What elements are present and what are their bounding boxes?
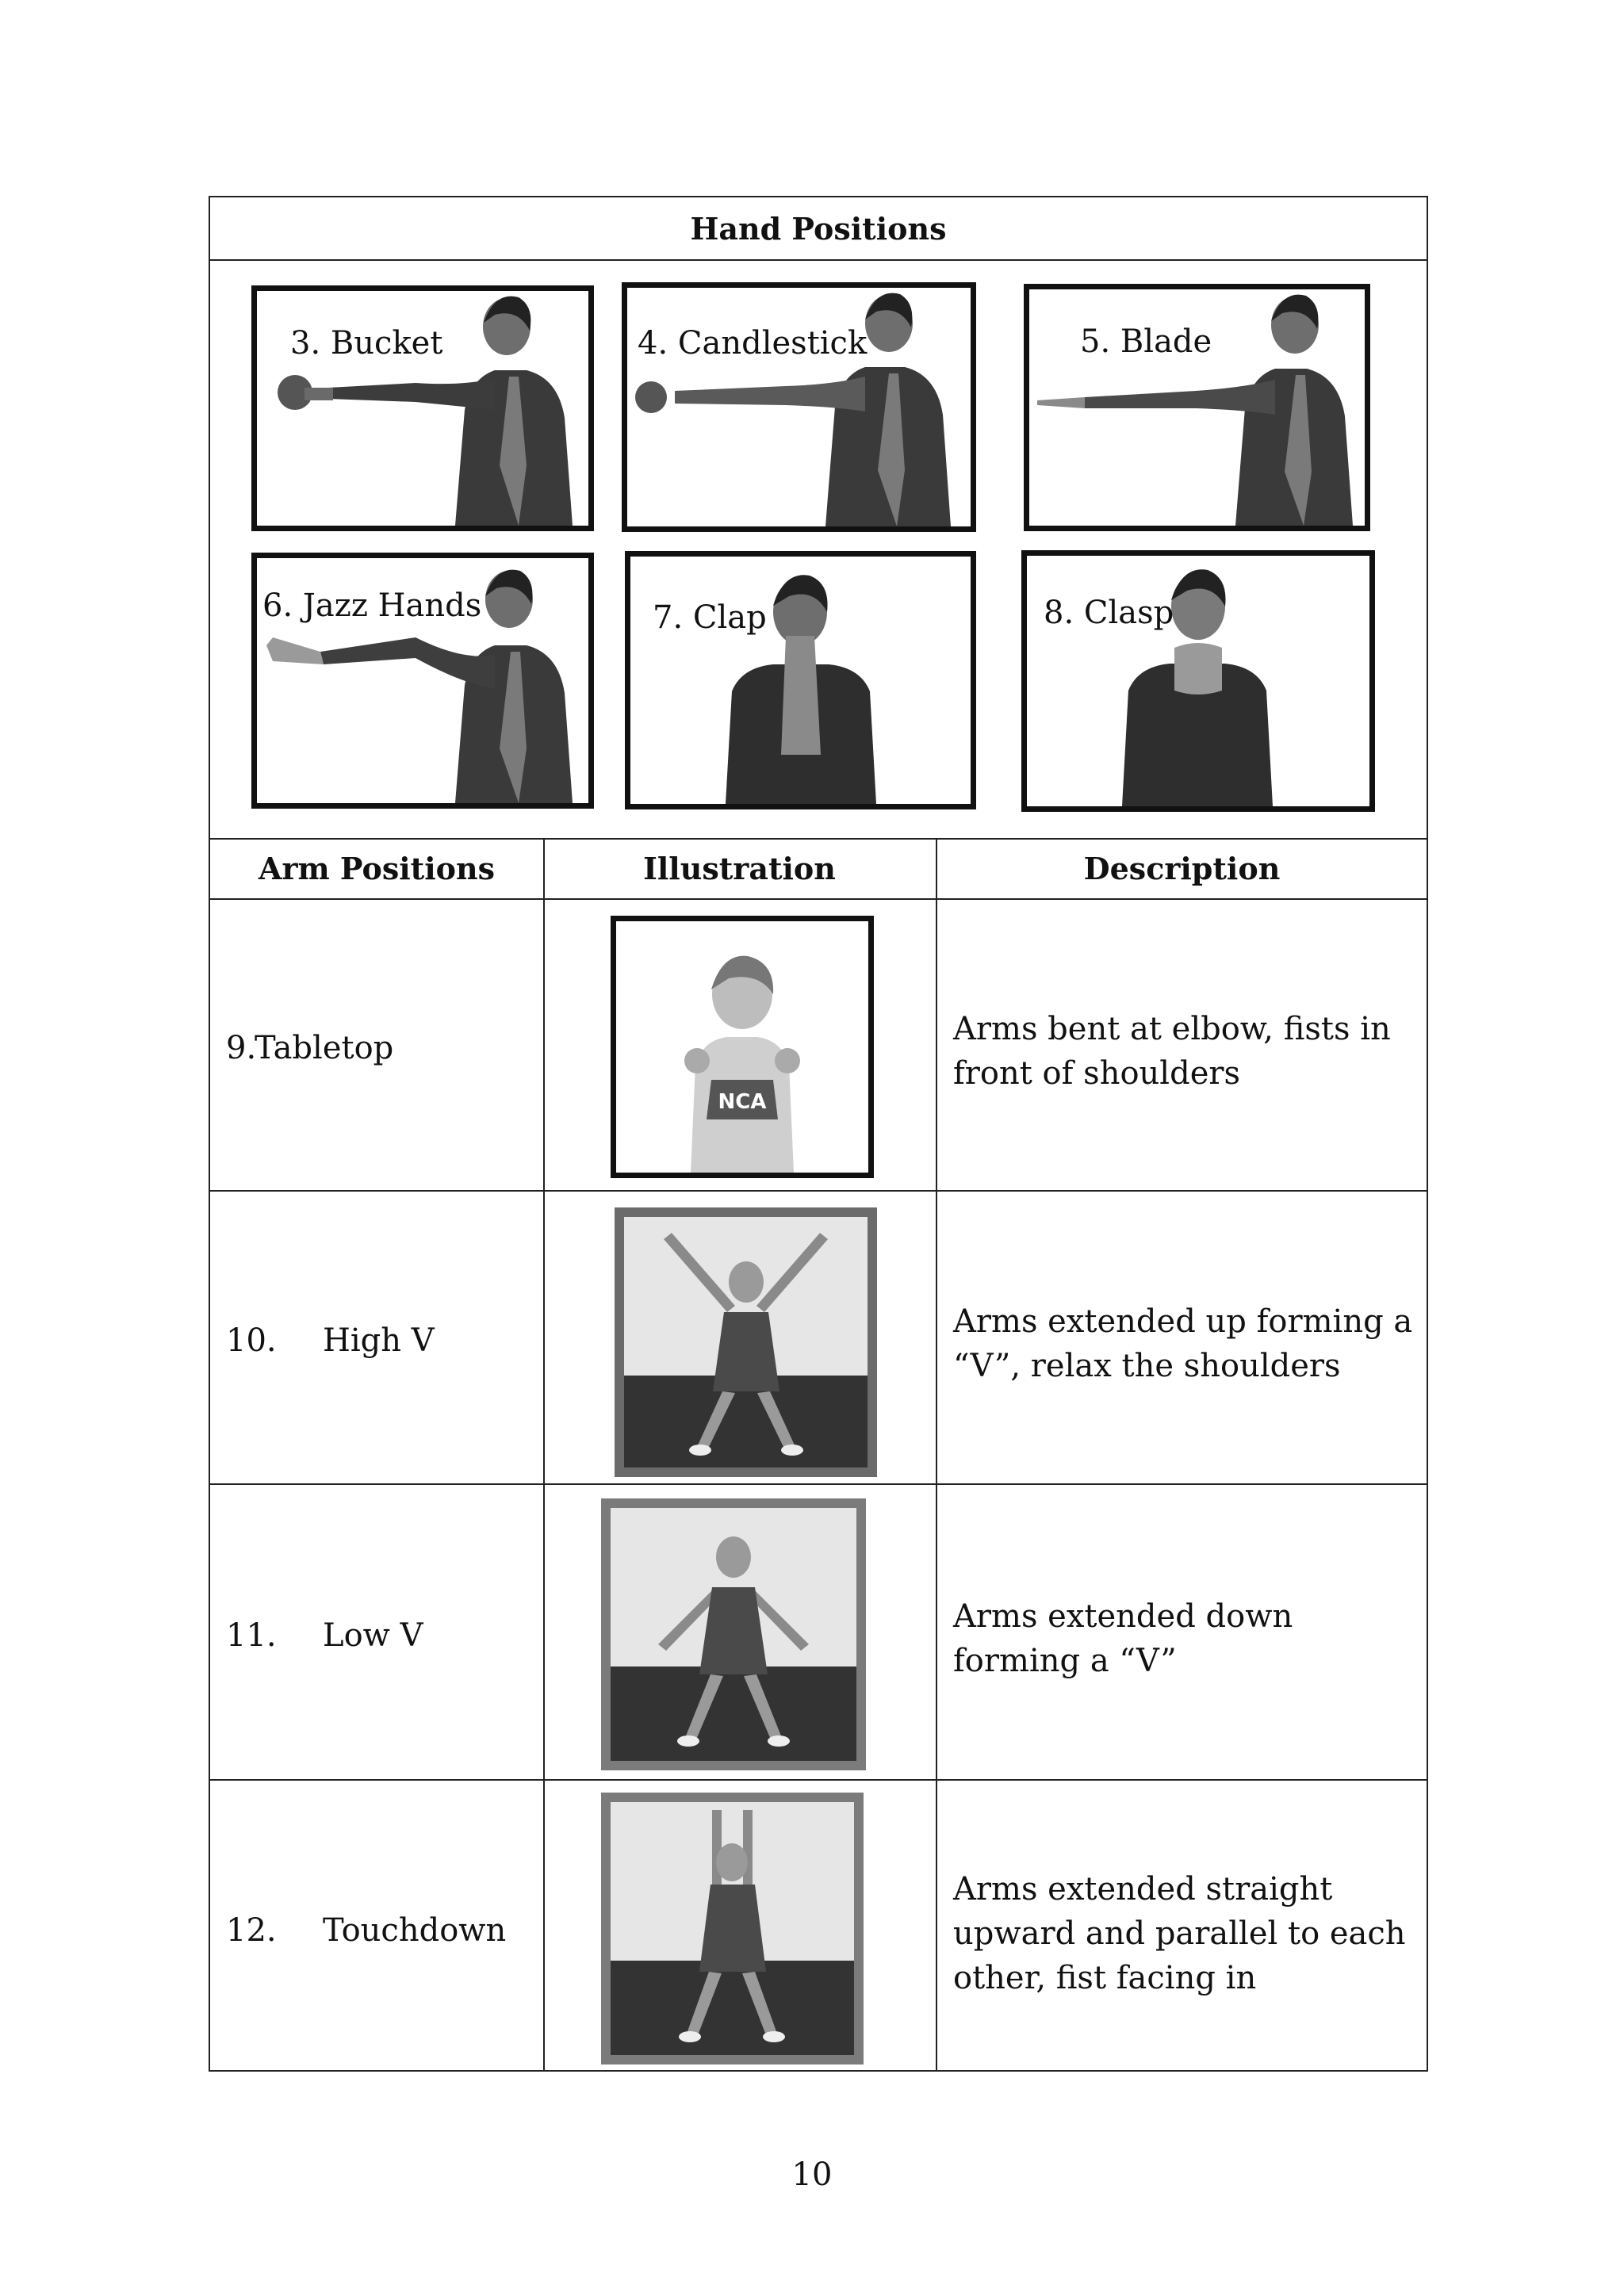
description-line: forming a “V” bbox=[953, 1643, 1177, 1679]
illustration-tabletop bbox=[611, 916, 874, 1178]
column-header-description: Description bbox=[1083, 850, 1281, 886]
divider bbox=[210, 259, 1427, 261]
illustration-touchdown bbox=[601, 1793, 864, 2064]
hand-photo-clasp bbox=[1021, 550, 1375, 812]
hand-photo-bucket bbox=[251, 285, 594, 531]
cheerleader-touchdown-illustration bbox=[611, 1802, 854, 2055]
description-low-v bbox=[953, 1594, 1421, 1683]
arm-position-name: Touchdown bbox=[323, 1912, 507, 1949]
divider bbox=[210, 1779, 1427, 1781]
divider bbox=[210, 898, 1427, 900]
woman-arm-extended-illustration bbox=[627, 288, 971, 526]
hand-label-clasp: 8. Clasp bbox=[1044, 595, 1174, 631]
arm-position-label-tabletop bbox=[226, 1030, 393, 1066]
illustration-low-v bbox=[601, 1498, 866, 1770]
column-header-illustration: Illustration bbox=[643, 850, 836, 886]
divider bbox=[210, 1190, 1427, 1192]
description-tabletop bbox=[953, 1007, 1421, 1096]
arm-position-label-low-v bbox=[226, 1617, 423, 1654]
description-line: Arms extended down bbox=[953, 1598, 1293, 1635]
hand-photo-clap bbox=[625, 551, 976, 809]
divider bbox=[543, 838, 545, 2070]
svg-text:NCA: NCA bbox=[718, 1090, 767, 1114]
arm-position-number: 11. bbox=[226, 1617, 277, 1654]
description-high-v bbox=[953, 1299, 1421, 1388]
arm-position-name: Tabletop bbox=[255, 1030, 394, 1066]
column-header-arm-positions: Arm Positions bbox=[258, 850, 496, 886]
arm-position-number: 9. bbox=[226, 1030, 257, 1066]
description-touchdown bbox=[953, 1867, 1421, 2000]
description-line: Arms bent at elbow, fists in bbox=[953, 1011, 1391, 1047]
hand-label-jazz-hands: 6. Jazz Hands bbox=[262, 587, 482, 624]
divider bbox=[936, 838, 937, 2070]
description-line: Arms extended straight bbox=[953, 1871, 1333, 1908]
cheerleader-tabletop-illustration bbox=[616, 921, 868, 1173]
illustration-high-v bbox=[615, 1207, 877, 1477]
divider bbox=[210, 1483, 1427, 1485]
description-line: upward and parallel to each bbox=[953, 1915, 1406, 1952]
woman-clasp-illustration bbox=[1027, 556, 1369, 806]
hand-photo-candlestick bbox=[622, 282, 976, 532]
cheerleader-low-v-illustration bbox=[611, 1508, 856, 1761]
page-number: 10 bbox=[791, 2156, 833, 2193]
description-line: other, fist facing in bbox=[953, 1960, 1257, 1996]
arm-position-number: 12. bbox=[226, 1912, 277, 1949]
positions-table bbox=[209, 196, 1428, 2072]
description-line: front of shoulders bbox=[953, 1055, 1241, 1092]
arm-position-number: 10. bbox=[226, 1322, 277, 1359]
arm-position-name: Low V bbox=[323, 1617, 423, 1654]
hand-photo-blade bbox=[1024, 284, 1370, 531]
hand-label-clap: 7. Clap bbox=[653, 599, 767, 636]
hand-positions-title: Hand Positions bbox=[690, 210, 947, 247]
hand-label-bucket: 3. Bucket bbox=[290, 325, 443, 362]
arm-position-label-touchdown bbox=[226, 1912, 506, 1949]
woman-clap-illustration bbox=[630, 557, 971, 804]
hand-label-candlestick: 4. Candlestick bbox=[638, 325, 868, 362]
hand-label-blade: 5. Blade bbox=[1080, 323, 1212, 360]
description-line: Arms extended up forming a bbox=[953, 1303, 1413, 1340]
arm-position-name: High V bbox=[323, 1322, 435, 1359]
arm-position-label-high-v bbox=[226, 1322, 435, 1359]
description-line: “V”, relax the shoulders bbox=[953, 1348, 1341, 1384]
cheerleader-high-v-illustration bbox=[624, 1217, 868, 1468]
